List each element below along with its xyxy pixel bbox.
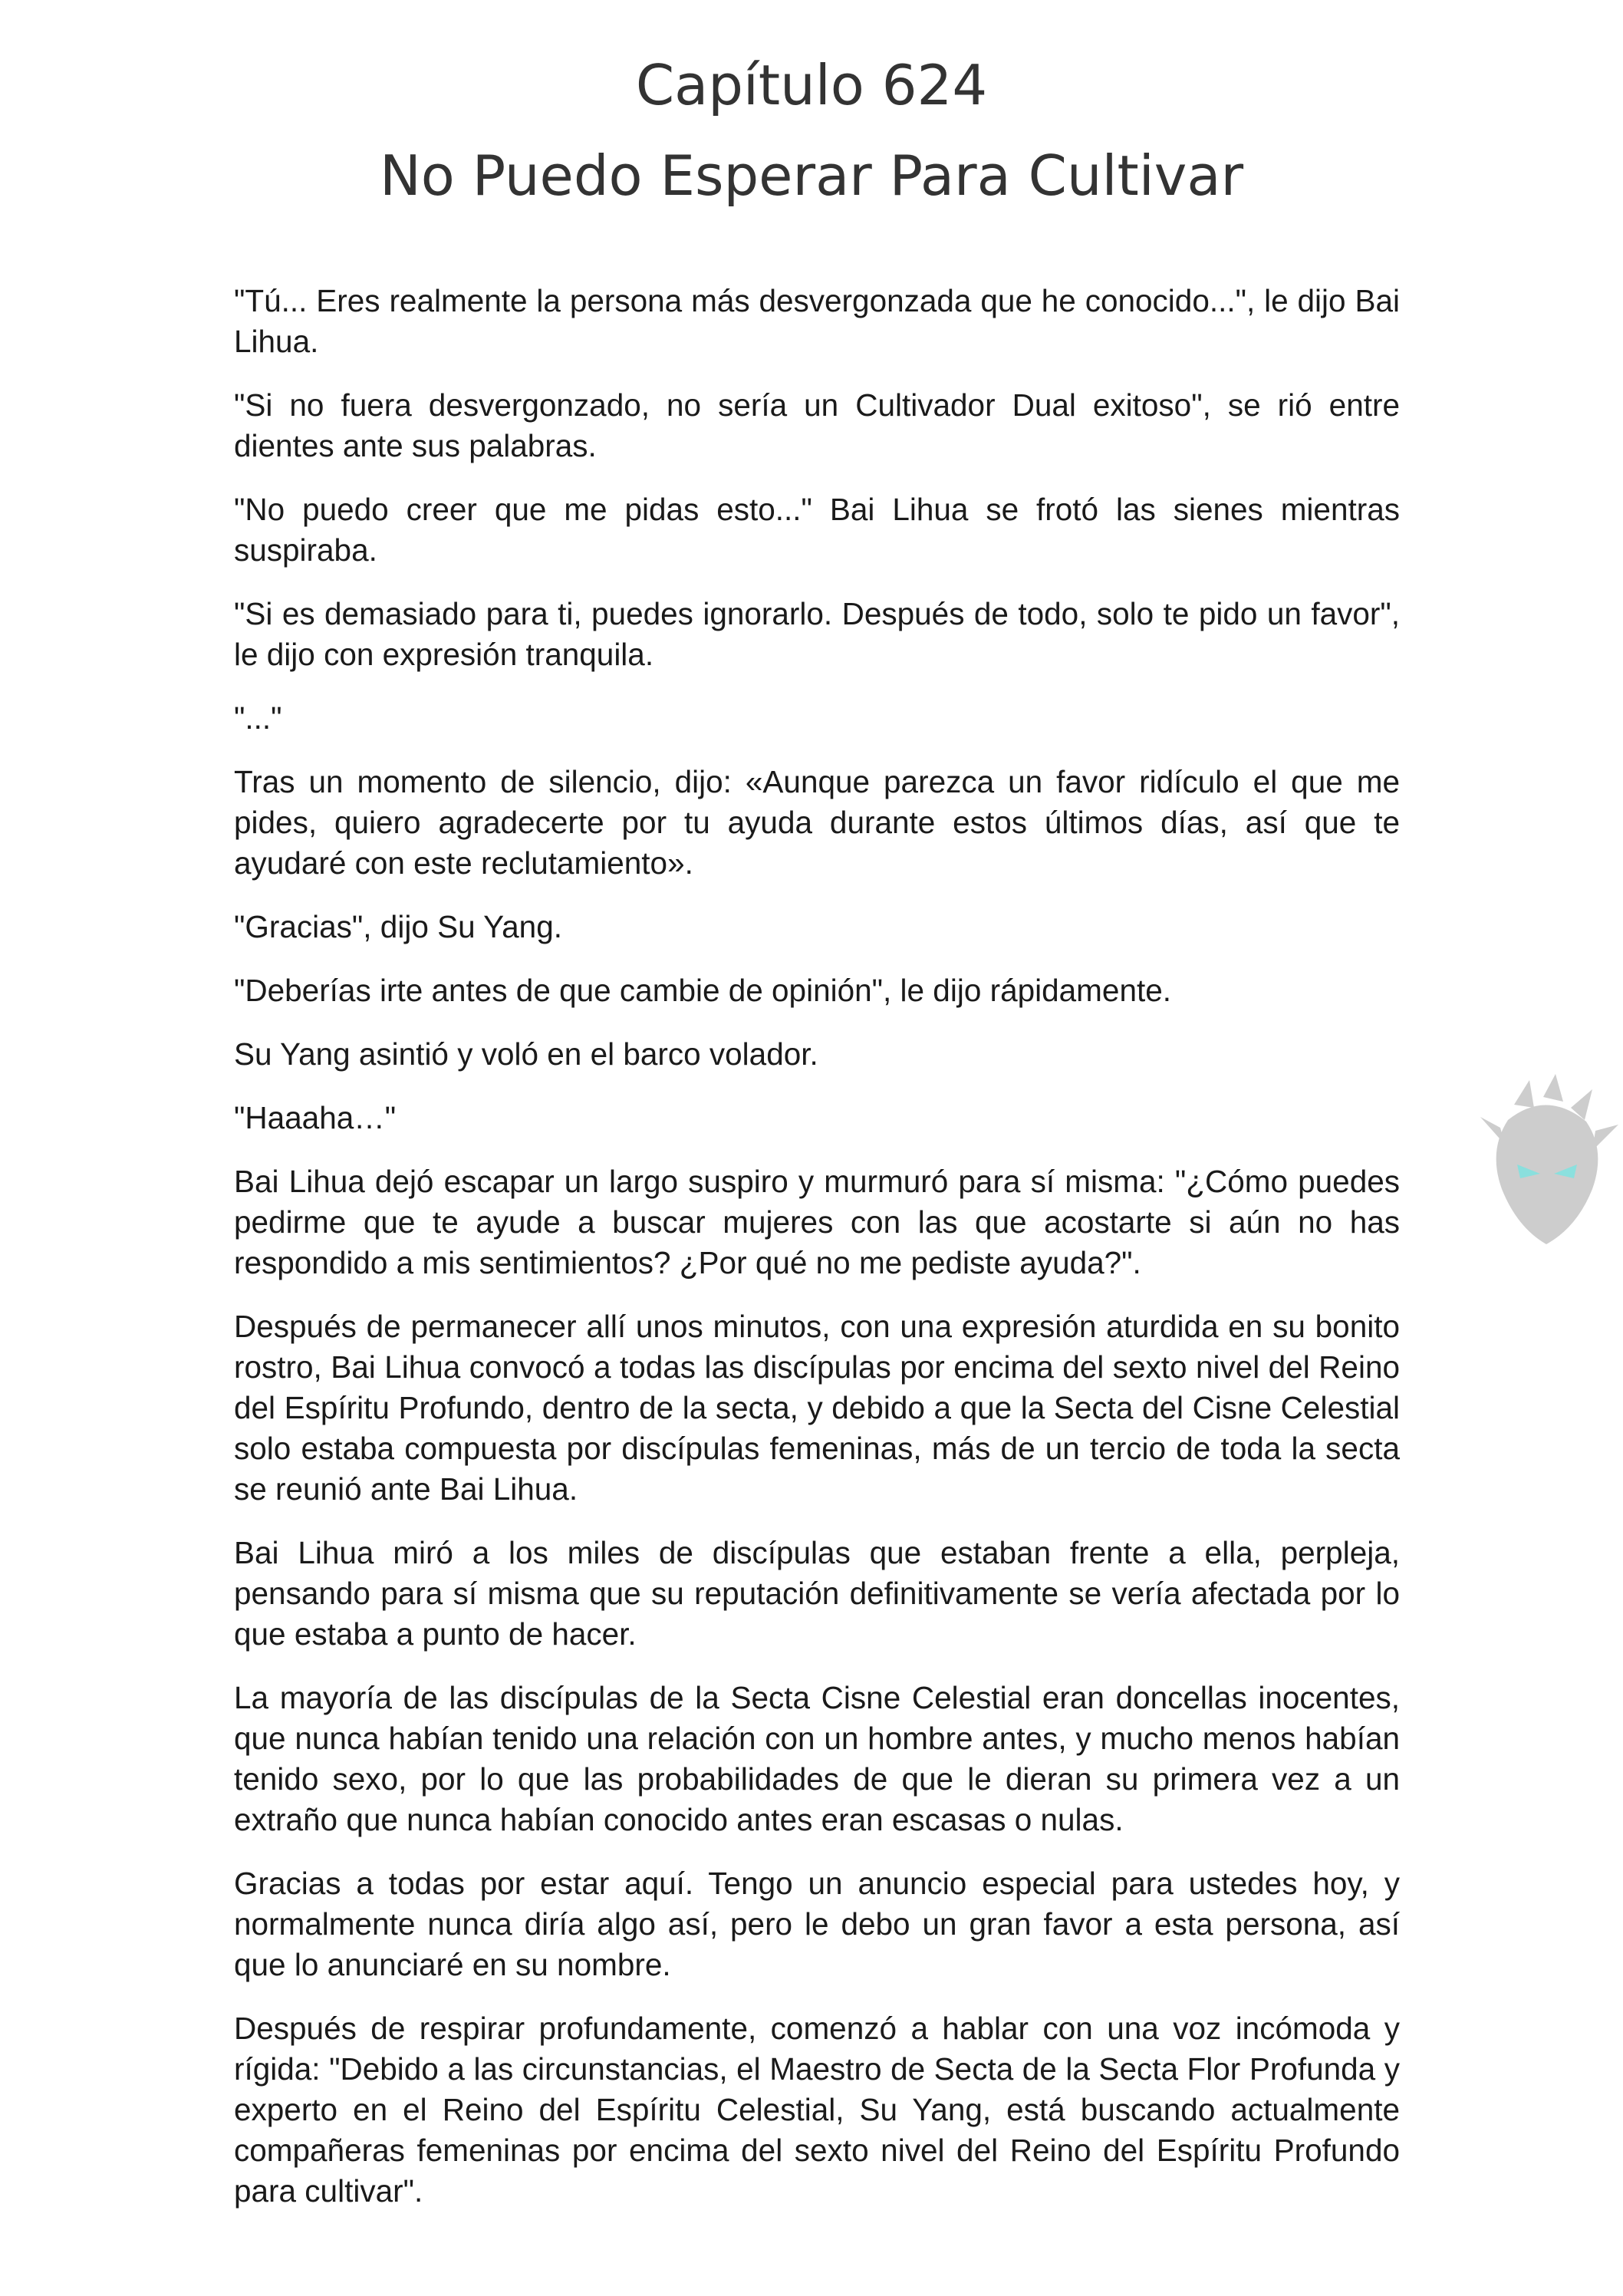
demon-head-icon <box>1470 1074 1623 1250</box>
paragraph: Gracias a todas por estar aquí. Tengo un anuncio especial para ustedes hoy, y normalmente nunca diría algo así, pero le debo un gran favor a esta persona, así que lo anunciaré en su nombre. <box>234 1866 1400 1982</box>
paragraph: Bai Lihua dejó escapar un largo suspiro y murmuró para sí misma: "¿Cómo puedes pedirme que te ayude a buscar mujeres con las que acostarte si aún no has respondido a mis sentimientos? ¿Por qué no me pediste ayuda?". <box>234 1164 1400 1280</box>
chapter-heading <box>0 40 1623 221</box>
paragraph: "Tú... Eres realmente la persona más desvergonzada que he conocido...", le dijo Bai Lihua. <box>234 283 1400 359</box>
paragraph: "No puedo creer que me pidas esto..." Bai Lihua se frotó las sienes mientras suspiraba. <box>234 492 1400 568</box>
paragraph: Bai Lihua miró a los miles de discípulas que estaban frente a ella, perpleja, pensando para sí misma que su reputación definitivamente se vería afectada por lo que estaba a punto de hacer. <box>234 1535 1400 1652</box>
paragraph: "Si es demasiado para ti, puedes ignorarlo. Después de todo, solo te pido un favor", le dijo con expresión tranquila. <box>234 596 1400 672</box>
paragraph: Tras un momento de silencio, dijo: «Aunque parezca un favor ridículo el que me pides, quiero agradecerte por tu ayuda durante estos últimos días, así que te ayudaré con este reclutamiento». <box>234 764 1400 881</box>
paragraph: Después de respirar profundamente, comenzó a hablar con una voz incómoda y rígida: "Debido a las circunstancias, el Maestro de Secta de la Secta Flor Profunda y experto en el Reino del Espíritu Celestial, Su Yang, está buscando actualmente compañeras femeninas por encima del sexto nivel del Reino del Espíritu Profundo para cultivar". <box>234 2011 1400 2209</box>
paragraph: "Haaaha…" <box>234 1100 397 1135</box>
paragraph: Su Yang asintió y voló en el barco volador. <box>234 1036 818 1072</box>
paragraph: "Si no fuera desvergonzado, no sería un Cultivador Dual exitoso", se rió entre dientes ante sus palabras. <box>234 387 1400 463</box>
paragraph: Después de permanecer allí unos minutos, con una expresión aturdida en su bonito rostro, Bai Lihua convocó a todas las discípulas por encima del sexto nivel del Reino del Espíritu Profundo, dentro de la secta, y debido a que la Secta del Cisne Celestial solo estaba compuesta por discípulas femeninas, más de un tercio de toda la secta se reunió ante Bai Lihua. <box>234 1309 1400 1507</box>
paragraph: "..." <box>234 700 282 736</box>
chapter-title: No Puedo Esperar Para Cultivar <box>379 143 1244 208</box>
chapter-body <box>234 281 1400 2235</box>
paragraph: "Gracias", dijo Su Yang. <box>234 909 562 944</box>
paragraph: La mayoría de las discípulas de la Secta Cisne Celestial eran doncellas inocentes, que nunca habían tenido una relación con un hombre antes, y mucho menos habían tenido sexo, por lo que las probabilidades de que le dieran su primera vez a un extraño que nunca habían conocido antes eran escasas o nulas. <box>234 1680 1400 1837</box>
paragraph: "Deberías irte antes de que cambie de opinión", le dijo rápidamente. <box>234 973 1172 1008</box>
chapter-number: Capítulo 624 <box>635 53 988 117</box>
